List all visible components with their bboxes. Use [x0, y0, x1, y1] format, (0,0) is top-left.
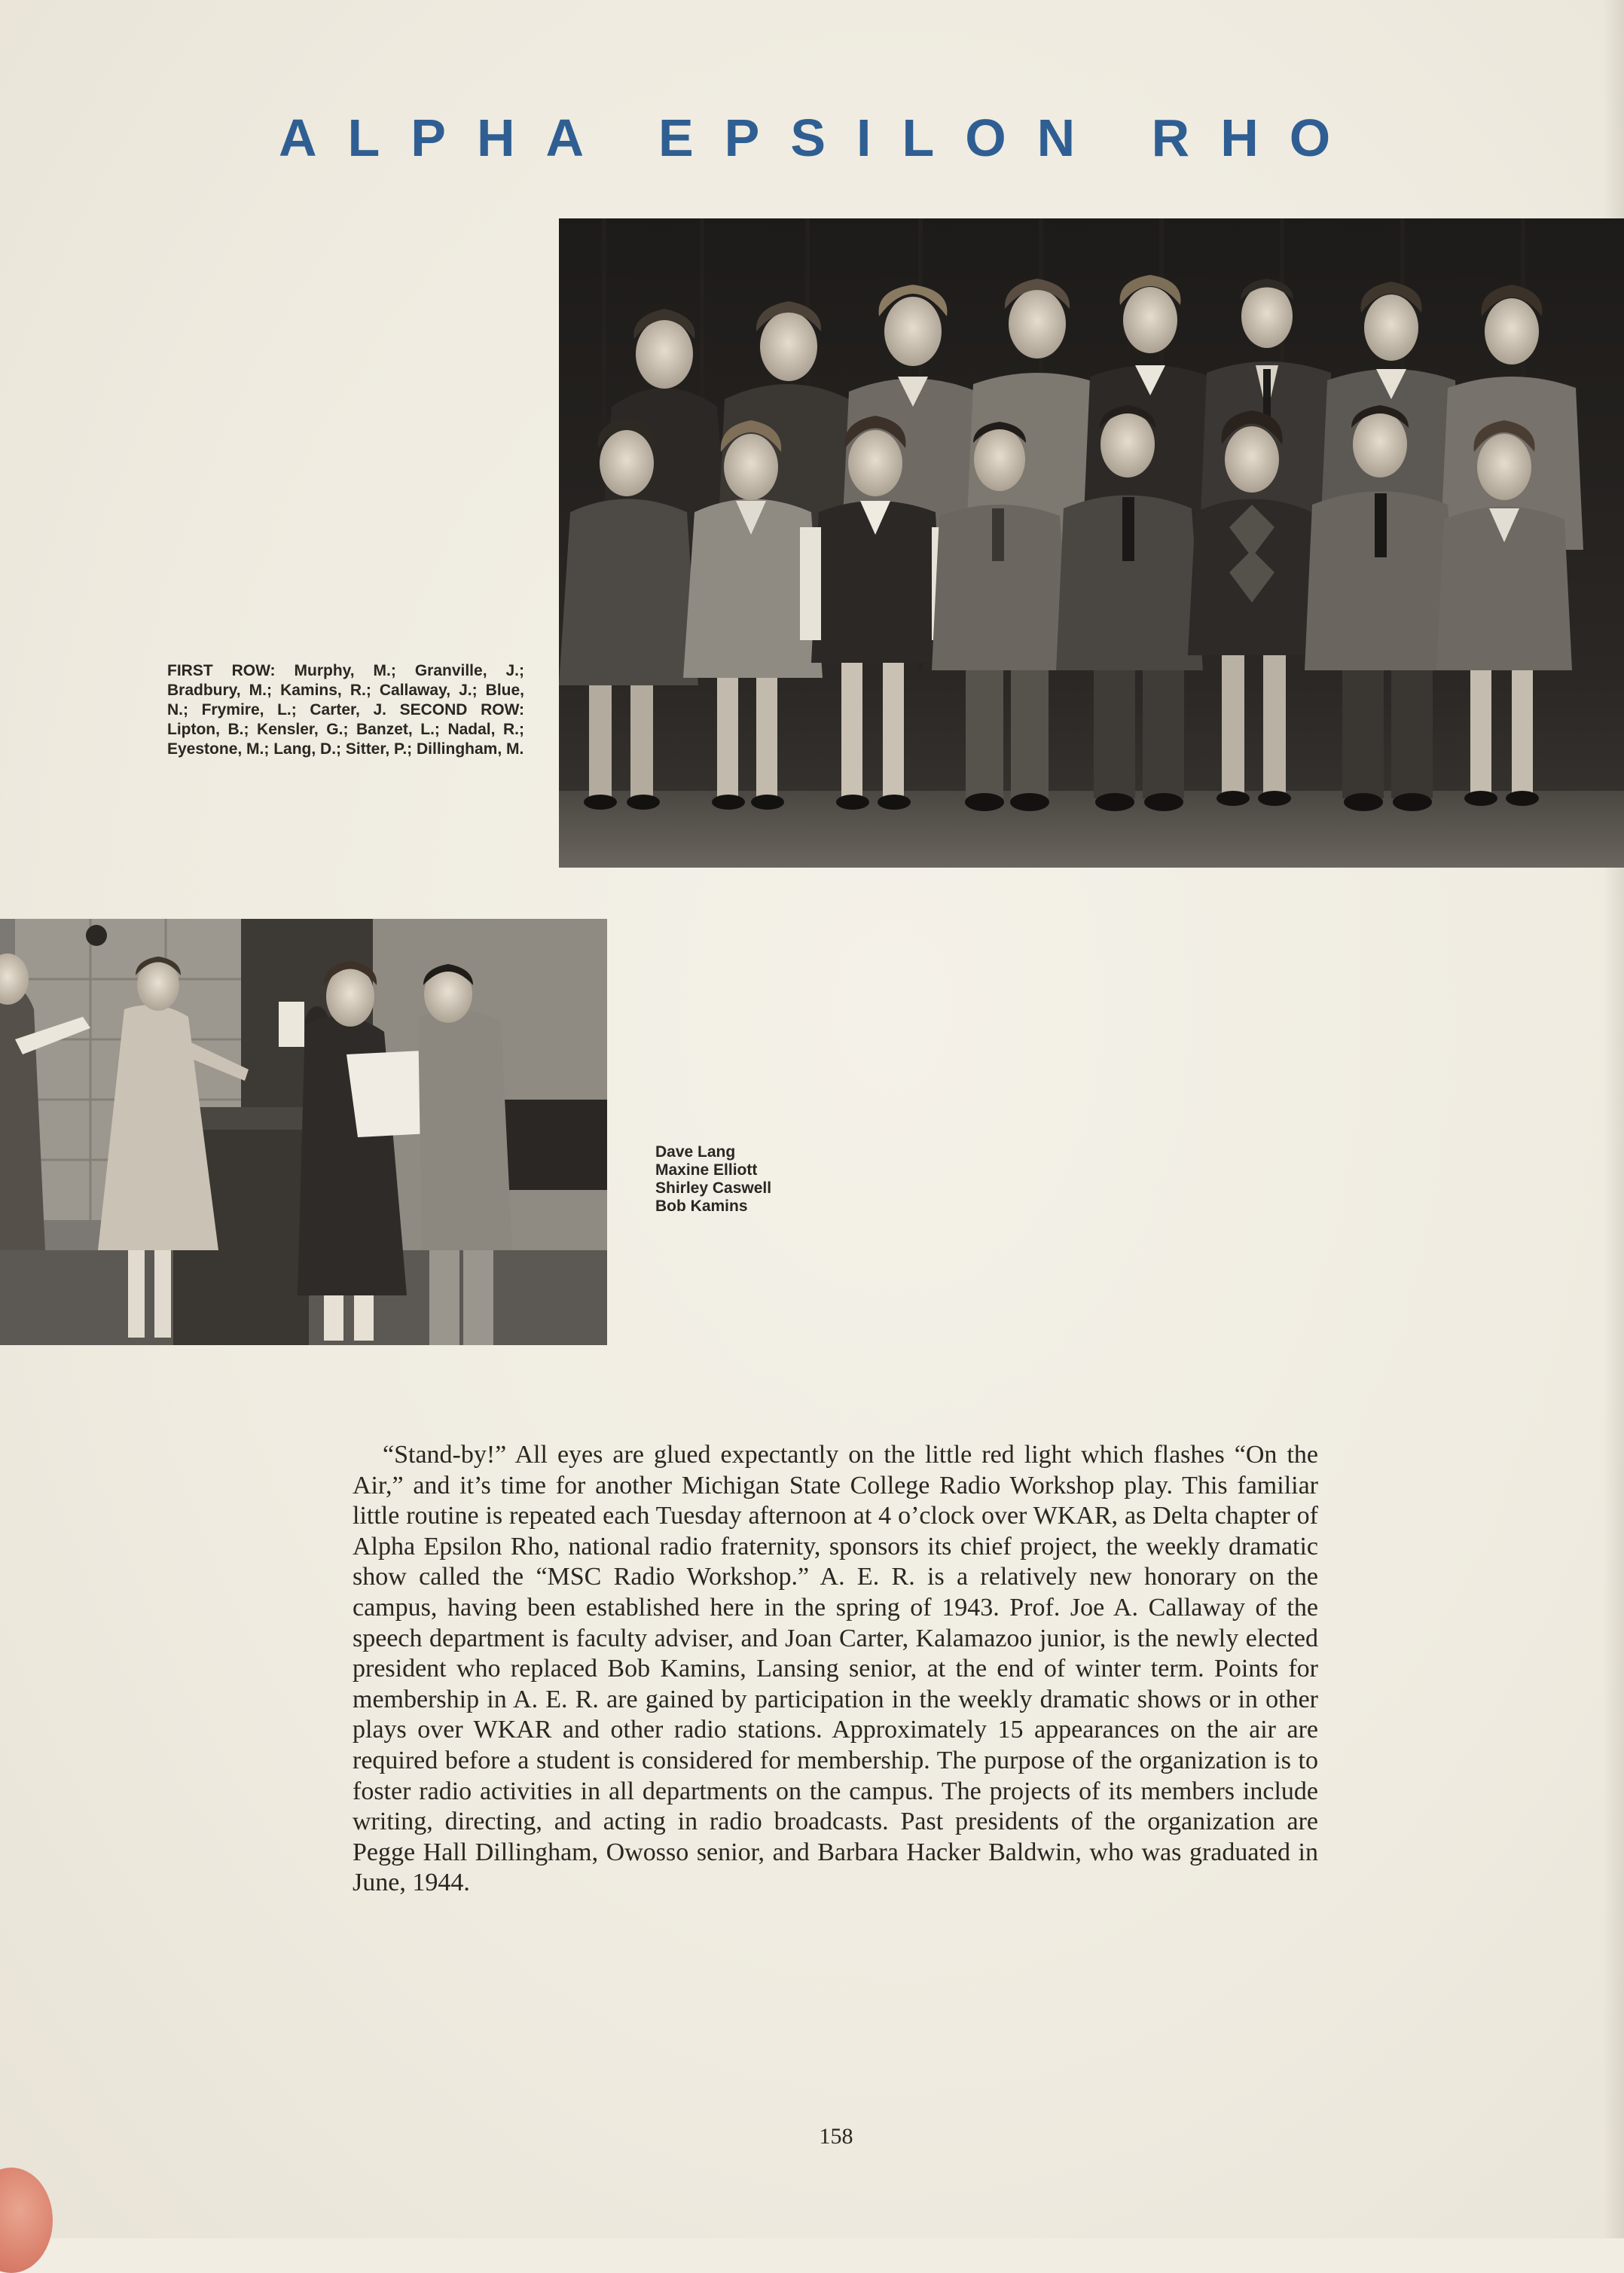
caption-name: Dave Lang: [655, 1143, 736, 1161]
group-photo-caption: FIRST ROW: Murphy, M.; Granville, J.; Bradbury, M.; Kamins, R.; Callaway, J.; Blue, N.; Frymire, L.; Carter, J. SECOND ROW: Lipton, B.; Kensler, G.; Banzet, L.; Nadal, R.; Eyestone, M.; Lang, D.; Sitter, P.; Dillingham, M.: [167, 662, 524, 758]
page-number: 158: [819, 2124, 853, 2149]
page-title: ALPHA EPSILON RHO: [279, 108, 1362, 167]
caption-name: Maxine Elliott: [655, 1161, 758, 1179]
group-photo: [559, 218, 1624, 868]
caption-name: Shirley Caswell: [655, 1179, 772, 1197]
article-body: “Stand-by!” All eyes are glued expectantly on the little red light which flashes “On the Air,” and it’s time for another Michigan State College Radio Workshop play. This familiar little routine is repeated each Tuesday afternoon at 4 o’clock over WKAR, as Delta chapter of Alpha Epsilon Rho, national radio fraternity, sponsors its chief project, the weekly dramatic show called the “MSC Radio Workshop.” A. E. R. is a relatively new honorary on the campus, having been established here in the spring of 1943. Prof. Joe A. Callaway of the speech department is faculty adviser, and Joan Carter, Kalamazoo junior, is the newly elected president who replaced Bob Kamins, Lansing senior, at the end of winter term. Points for membership in A. E. R. are gained by participation in the weekly dramatic shows or in other plays over WKAR and other radio stations. Approximately 15 appearances on the air are required before a student is considered for membership. The purpose of the organization is to foster radio activities in all departments on the campus. The projects of its members include writing, directing, and acting in radio broadcasts. Past presidents of the organization are Pegge Hall Dillingham, Owosso senior, and Barbara Hacker Baldwin, who was graduated in June, 1944.: [353, 1441, 1318, 1897]
studio-photo-caption: [655, 1143, 851, 1216]
studio-photo: [0, 919, 607, 1345]
caption-name: Bob Kamins: [655, 1198, 748, 1215]
